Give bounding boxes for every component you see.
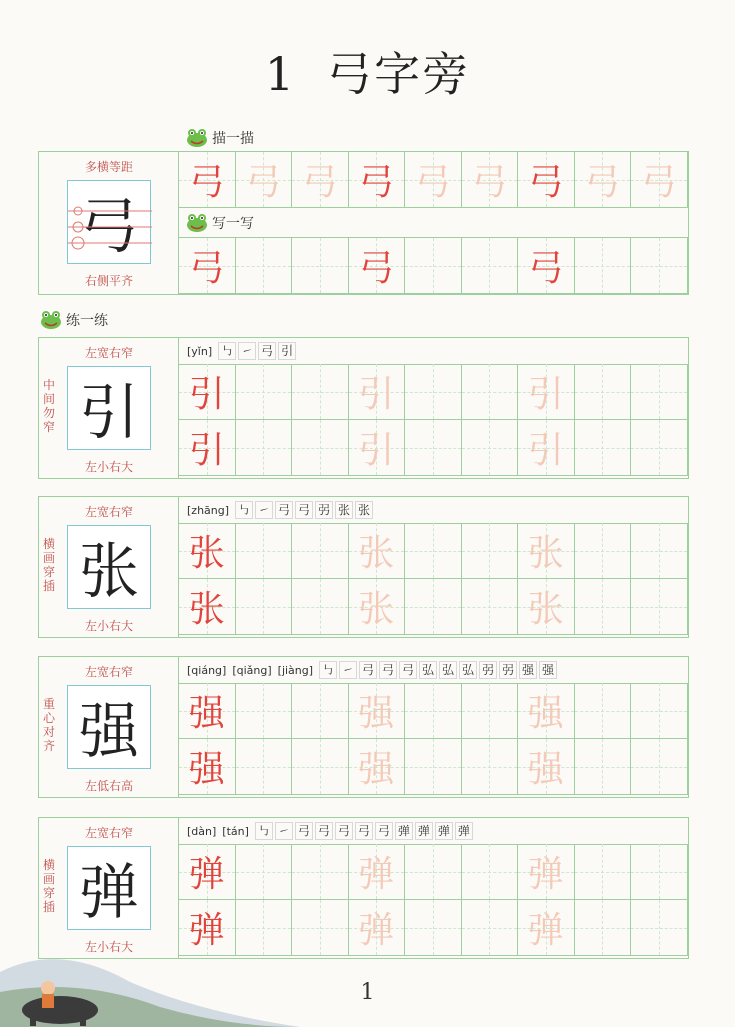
stroke-step: ㇉ xyxy=(319,661,337,679)
section-write xyxy=(186,213,258,233)
practice-cell[interactable] xyxy=(575,683,632,739)
grid-char: 弓 xyxy=(188,248,225,289)
practice-card-2 xyxy=(38,496,689,638)
model-frame xyxy=(67,180,151,264)
practice-cell[interactable] xyxy=(631,739,688,795)
stroke-step: 张 xyxy=(335,501,353,519)
practice-row-1 xyxy=(179,364,688,420)
model-char: 弓 xyxy=(79,192,139,262)
stroke-step: 弓 xyxy=(295,501,313,519)
tag-side: 中间勿窄 xyxy=(43,378,56,434)
model-frame xyxy=(67,525,151,609)
section-write-label: 写一写 xyxy=(212,216,254,232)
page-number: 1 xyxy=(360,980,375,1005)
stroke-step: 弓 xyxy=(359,661,377,679)
trace-cell[interactable] xyxy=(179,152,236,208)
stroke-step: 弓 xyxy=(335,822,353,840)
practice-row-2 xyxy=(179,739,688,795)
practice-cell[interactable] xyxy=(292,364,349,420)
model-char: 张 xyxy=(79,537,139,607)
practice-cell[interactable] xyxy=(575,844,632,900)
practice-cell[interactable] xyxy=(179,420,236,476)
model-char: 弹 xyxy=(79,858,139,928)
practice-cell[interactable] xyxy=(631,364,688,420)
stroke-step: 张 xyxy=(355,501,373,519)
grid-char: 强 xyxy=(358,693,395,734)
stroke-step: 强 xyxy=(519,661,537,679)
grid-char: 弓 xyxy=(640,162,677,203)
stroke-step: 弹 xyxy=(435,822,453,840)
grid-char: 引 xyxy=(358,374,395,415)
grid-char: 引 xyxy=(188,374,225,415)
practice-cell[interactable] xyxy=(405,420,462,476)
stroke-step: 弹 xyxy=(455,822,473,840)
grid-char: 弓 xyxy=(245,162,282,203)
trace-cell[interactable] xyxy=(236,152,293,208)
grid-char: 弓 xyxy=(584,162,621,203)
section-practice xyxy=(40,310,108,330)
stroke-step: ㇉ xyxy=(218,342,236,360)
practice-cell[interactable] xyxy=(349,683,406,739)
practice-cell[interactable] xyxy=(292,739,349,795)
practice-cell[interactable] xyxy=(631,683,688,739)
practice-cell[interactable] xyxy=(575,420,632,476)
grid-char: 弹 xyxy=(188,910,225,951)
practice-card-1 xyxy=(38,337,689,479)
practice-cell[interactable] xyxy=(575,364,632,420)
practice-cell[interactable] xyxy=(292,579,349,635)
grid-char: 强 xyxy=(527,749,564,790)
practice-cell[interactable] xyxy=(236,523,293,579)
model-column xyxy=(39,338,179,478)
practice-cell[interactable] xyxy=(236,364,293,420)
write-cell[interactable] xyxy=(179,238,236,294)
tag-top: 左宽右窄 xyxy=(84,826,133,840)
write-cell[interactable] xyxy=(575,238,632,294)
pinyin: [qiáng] xyxy=(187,663,227,677)
trace-cell[interactable] xyxy=(631,152,688,208)
tag-bottom: 左低右高 xyxy=(84,779,133,793)
model-column xyxy=(39,657,179,797)
stroke-step: 引 xyxy=(278,342,296,360)
practice-row-1 xyxy=(179,844,688,900)
tag-bottom: 右侧平齐 xyxy=(84,274,133,288)
model-frame xyxy=(67,685,151,769)
practice-cell[interactable] xyxy=(462,579,519,635)
grid-char: 弓 xyxy=(358,162,395,203)
practice-cell[interactable] xyxy=(462,844,519,900)
trace-cell[interactable] xyxy=(518,152,575,208)
write-cell[interactable] xyxy=(518,238,575,294)
grid-char: 弹 xyxy=(188,854,225,895)
grid-char: 张 xyxy=(527,589,564,630)
practice-cell[interactable] xyxy=(518,844,575,900)
stroke-step: 弓 xyxy=(355,822,373,840)
practice-cell[interactable] xyxy=(405,844,462,900)
grid-char: 弓 xyxy=(527,248,564,289)
practice-cell[interactable] xyxy=(575,579,632,635)
stroke-step: 弓 xyxy=(295,822,313,840)
grid-char: 弓 xyxy=(358,248,395,289)
stroke-step: 弓 xyxy=(379,661,397,679)
practice-cell[interactable] xyxy=(236,683,293,739)
frog-icon xyxy=(186,213,208,233)
stroke-step: 弓 xyxy=(399,661,417,679)
write-cell[interactable] xyxy=(462,238,519,294)
practice-cell[interactable] xyxy=(462,420,519,476)
trace-row xyxy=(179,152,688,208)
grid-char: 张 xyxy=(188,589,225,630)
grid-char: 张 xyxy=(358,533,395,574)
practice-cell[interactable] xyxy=(179,739,236,795)
practice-cell[interactable] xyxy=(462,523,519,579)
stroke-step: 弘 xyxy=(419,661,437,679)
practice-cell[interactable] xyxy=(405,739,462,795)
grid-char: 弓 xyxy=(301,162,338,203)
practice-cell[interactable] xyxy=(518,739,575,795)
trace-cell[interactable] xyxy=(462,152,519,208)
practice-cell[interactable] xyxy=(349,900,406,956)
practice-cell[interactable] xyxy=(518,420,575,476)
practice-card-3 xyxy=(38,656,689,798)
stroke-step: 强 xyxy=(539,661,557,679)
practice-cell[interactable] xyxy=(292,844,349,900)
grid-char: 张 xyxy=(527,533,564,574)
grid-char: 引 xyxy=(527,430,564,471)
stroke-step: 弓 xyxy=(375,822,393,840)
practice-cell[interactable] xyxy=(405,364,462,420)
write-cell[interactable] xyxy=(631,238,688,294)
write-cell[interactable] xyxy=(405,238,462,294)
model-frame xyxy=(67,366,151,450)
practice-row-2 xyxy=(179,579,688,635)
grid-char: 引 xyxy=(527,374,564,415)
pinyin-stroke-row xyxy=(179,338,688,365)
model-frame xyxy=(67,846,151,930)
practice-cell[interactable] xyxy=(349,844,406,900)
practice-cell[interactable] xyxy=(575,739,632,795)
practice-cell[interactable] xyxy=(349,364,406,420)
stroke-step: 弹 xyxy=(415,822,433,840)
grid-char: 强 xyxy=(527,693,564,734)
practice-cell[interactable] xyxy=(292,900,349,956)
grid-char: 弹 xyxy=(358,854,395,895)
practice-cell[interactable] xyxy=(236,420,293,476)
practice-cell[interactable] xyxy=(349,739,406,795)
section-practice-label: 练一练 xyxy=(66,313,108,329)
tag-bottom: 左小右大 xyxy=(84,619,133,633)
practice-cell[interactable] xyxy=(631,579,688,635)
practice-cell[interactable] xyxy=(405,523,462,579)
practice-cell[interactable] xyxy=(236,739,293,795)
grid-char: 张 xyxy=(358,589,395,630)
stroke-step: 弓 xyxy=(275,501,293,519)
page-title: 1 弓字旁 xyxy=(264,47,471,101)
grid-char: 弓 xyxy=(414,162,451,203)
tag-bottom: 左小右大 xyxy=(84,940,133,954)
pinyin: [qiǎng] xyxy=(232,663,272,677)
grid-char: 强 xyxy=(188,693,225,734)
practice-cell[interactable] xyxy=(292,523,349,579)
model-char: 强 xyxy=(79,697,139,767)
practice-cell[interactable] xyxy=(179,683,236,739)
practice-cell[interactable] xyxy=(631,523,688,579)
practice-cell[interactable] xyxy=(236,844,293,900)
pinyin: [zhāng] xyxy=(187,503,230,517)
practice-cell[interactable] xyxy=(518,683,575,739)
tag-bottom: 左小右大 xyxy=(84,460,133,474)
practice-cell[interactable] xyxy=(179,579,236,635)
pinyin-stroke-row xyxy=(179,818,688,845)
trace-cell[interactable] xyxy=(292,152,349,208)
stroke-step: ㇉ xyxy=(255,822,273,840)
pinyin: [jiàng] xyxy=(277,663,314,677)
stroke-step: 弘 xyxy=(439,661,457,679)
practice-cell[interactable] xyxy=(349,579,406,635)
practice-cell[interactable] xyxy=(179,523,236,579)
practice-cell[interactable] xyxy=(462,900,519,956)
grid-char: 强 xyxy=(188,749,225,790)
section-trace xyxy=(186,128,254,148)
practice-cell[interactable] xyxy=(575,523,632,579)
pinyin: [tán] xyxy=(222,824,249,838)
write-row xyxy=(179,237,688,294)
practice-cell[interactable] xyxy=(575,900,632,956)
stroke-step: ㇀ xyxy=(255,501,273,519)
grid-char: 弹 xyxy=(527,910,564,951)
stroke-step: 弜 xyxy=(479,661,497,679)
trace-cell[interactable] xyxy=(405,152,462,208)
practice-cell[interactable] xyxy=(631,900,688,956)
practice-row-1 xyxy=(179,523,688,579)
stroke-step: 弘 xyxy=(459,661,477,679)
practice-cell[interactable] xyxy=(518,523,575,579)
stroke-step: 弓 xyxy=(258,342,276,360)
practice-cell[interactable] xyxy=(292,683,349,739)
tag-side: 横画穿插 xyxy=(43,858,56,914)
grid-char: 强 xyxy=(358,749,395,790)
stroke-step: 弜 xyxy=(315,501,333,519)
radical-model-column xyxy=(39,152,179,294)
grid-char: 弹 xyxy=(358,910,395,951)
tag-top: 左宽右窄 xyxy=(84,505,133,519)
practice-row-1 xyxy=(179,683,688,739)
tag-top: 多横等距 xyxy=(84,160,133,174)
stroke-step: ㇀ xyxy=(275,822,293,840)
tag-top: 左宽右窄 xyxy=(84,665,133,679)
stroke-step: ㇀ xyxy=(238,342,256,360)
practice-cell[interactable] xyxy=(631,420,688,476)
grid-char: 弓 xyxy=(527,162,564,203)
practice-cell[interactable] xyxy=(405,683,462,739)
tag-top: 左宽右窄 xyxy=(84,346,133,360)
pinyin: [yǐn] xyxy=(187,344,213,358)
write-cell[interactable] xyxy=(349,238,406,294)
grid-char: 张 xyxy=(188,533,225,574)
practice-cell[interactable] xyxy=(405,900,462,956)
tag-side: 横画穿插 xyxy=(43,537,56,593)
write-cell[interactable] xyxy=(292,238,349,294)
trace-cell[interactable] xyxy=(575,152,632,208)
practice-cell[interactable] xyxy=(462,739,519,795)
practice-cell[interactable] xyxy=(405,579,462,635)
guide-marks xyxy=(68,181,152,265)
stroke-step: 弓 xyxy=(315,822,333,840)
write-cell[interactable] xyxy=(236,238,293,294)
grid-char: 引 xyxy=(358,430,395,471)
tag-side: 重心对齐 xyxy=(43,697,56,753)
practice-row-2 xyxy=(179,420,688,476)
grid-char: 弓 xyxy=(471,162,508,203)
radical-card xyxy=(38,151,689,295)
practice-cell[interactable] xyxy=(518,900,575,956)
practice-cell[interactable] xyxy=(349,420,406,476)
model-column xyxy=(39,497,179,637)
pinyin-stroke-row xyxy=(179,497,688,524)
section-trace-label: 描一描 xyxy=(212,131,254,147)
stroke-step: 弹 xyxy=(395,822,413,840)
pinyin-stroke-row xyxy=(179,657,688,684)
stroke-step: ㇉ xyxy=(235,501,253,519)
practice-cell[interactable] xyxy=(236,579,293,635)
grid-char: 弹 xyxy=(527,854,564,895)
frog-icon xyxy=(40,310,62,330)
trace-cell[interactable] xyxy=(349,152,406,208)
model-char: 引 xyxy=(79,378,139,448)
practice-cell[interactable] xyxy=(518,579,575,635)
practice-cell[interactable] xyxy=(179,844,236,900)
practice-cell[interactable] xyxy=(462,364,519,420)
practice-cell[interactable] xyxy=(518,364,575,420)
grid-char: 引 xyxy=(188,430,225,471)
grid-char: 弓 xyxy=(188,162,225,203)
stroke-step: 弜 xyxy=(499,661,517,679)
practice-cell[interactable] xyxy=(349,523,406,579)
practice-cell[interactable] xyxy=(631,844,688,900)
practice-cell[interactable] xyxy=(292,420,349,476)
pinyin: [dàn] xyxy=(187,824,217,838)
practice-cell[interactable] xyxy=(179,364,236,420)
frog-icon xyxy=(186,128,208,148)
stroke-step: ㇀ xyxy=(339,661,357,679)
practice-cell[interactable] xyxy=(462,683,519,739)
